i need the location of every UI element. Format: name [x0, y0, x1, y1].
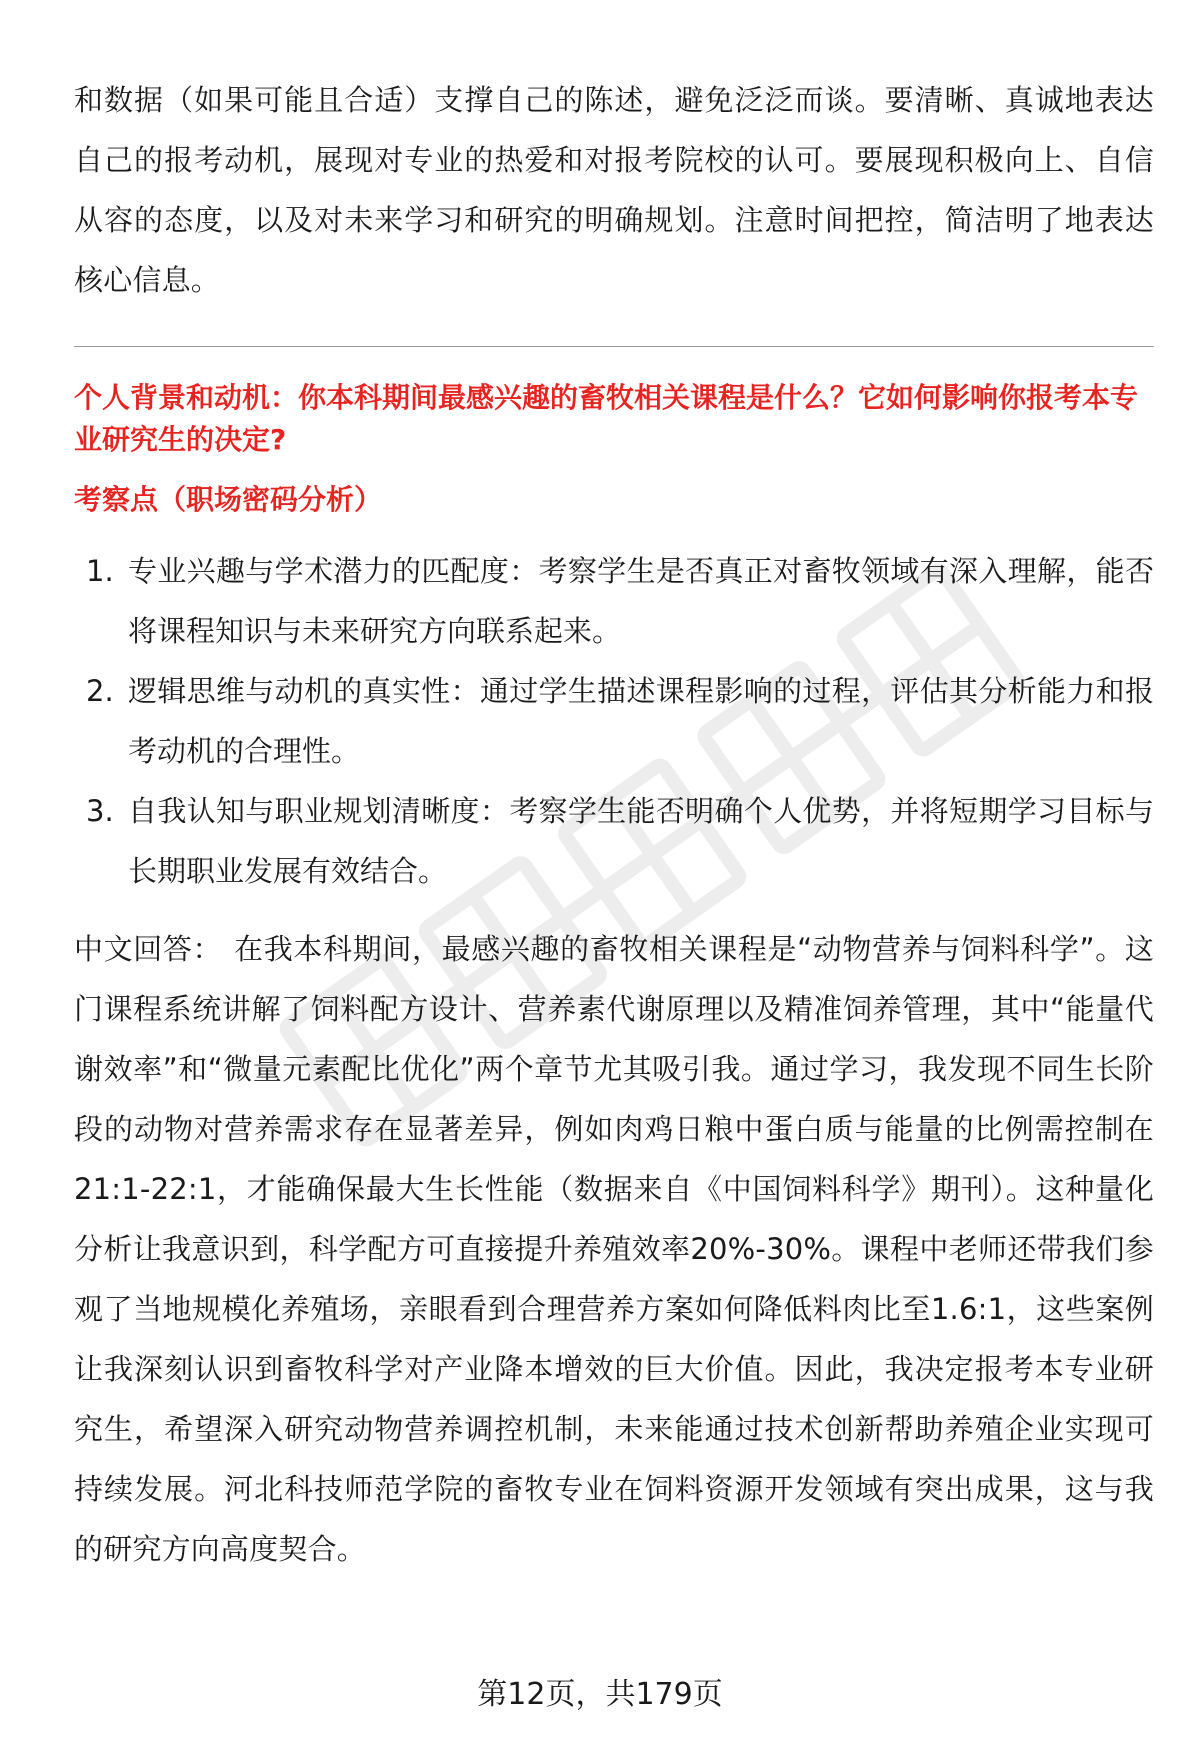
- list-item-text: 逻辑思维与动机的真实性：通过学生描述课程影响的过程，评估其分析能力和报考动机的合理性。: [128, 674, 1154, 768]
- list-item: [74, 781, 1154, 901]
- list-item: [74, 541, 1154, 661]
- intro-paragraph: 和数据（如果可能且合适）支撑自己的陈述，避免泛泛而谈。要清晰、真诚地表达自己的报考动机，展现对专业的热爱和对报考院校的认可。要展现积极向上、自信从容的态度，以及对未来学习和研究的明确规划。注意时间把控，简洁明了地表达核心信息。: [74, 83, 1154, 297]
- points-title: 考察点（职场密码分析）: [74, 483, 383, 516]
- list-item-number: 1.: [86, 554, 114, 588]
- interview-question: 个人背景和动机：你本科期间最感兴趣的畜牧相关课程是什么？它如何影响你报考本专业研究生的决定?: [74, 381, 1139, 456]
- list-item: [74, 661, 1154, 781]
- list-item-text: 专业兴趣与学术潜力的匹配度：考察学生是否真正对畜牧领域有深入理解，能否将课程知识与未来研究方向联系起来。: [128, 554, 1154, 648]
- assessment-points-list: [74, 541, 1154, 901]
- list-item-number: 3.: [86, 794, 114, 828]
- answer-paragraph: [74, 919, 1154, 1579]
- page-number-footer: 第12页，共179页: [477, 1677, 723, 1712]
- list-item-text: 自我认知与职业规划清晰度：考察学生能否明确个人优势，并将短期学习目标与长期职业发展有效结合。: [128, 794, 1154, 888]
- answer-text: 在我本科期间，最感兴趣的畜牧相关课程是“动物营养与饲料科学”。这门课程系统讲解了饲料配方设计、营养素代谢原理以及精准饲养管理，其中“能量代谢效率”和“微量元素配比优化”两个章节尤其吸引我。通过学习，我发现不同生长阶段的动物对营养需求存在显著差异，例如肉鸡日粮中蛋白质与能量的比例需控制在21:1-22:1，才能确保最大生长性能（数据来自《中国饲料科学》期刊）。这种量化分析让我意识到，科学配方可直接提升养殖效率20%-30%。课程中老师还带我们参观了当地规模化养殖场，亲眼看到合理营养方案如何降低料肉比至1.6:1，这些案例让我深刻认识到畜牧科学对产业降本增效的巨大价值。因此，我决定报考本专业研究生，希望深入研究动物营养调控机制，未来能通过技术创新帮助养殖企业实现可持续发展。河北科技师范学院的畜牧专业在饲料资源开发领域有突出成果，这与我的研究方向高度契合。: [74, 932, 1154, 1566]
- answer-label: 中文回答：: [74, 932, 223, 966]
- list-item-number: 2.: [86, 674, 114, 708]
- page-content: [74, 70, 1154, 1579]
- section-divider: [74, 346, 1154, 347]
